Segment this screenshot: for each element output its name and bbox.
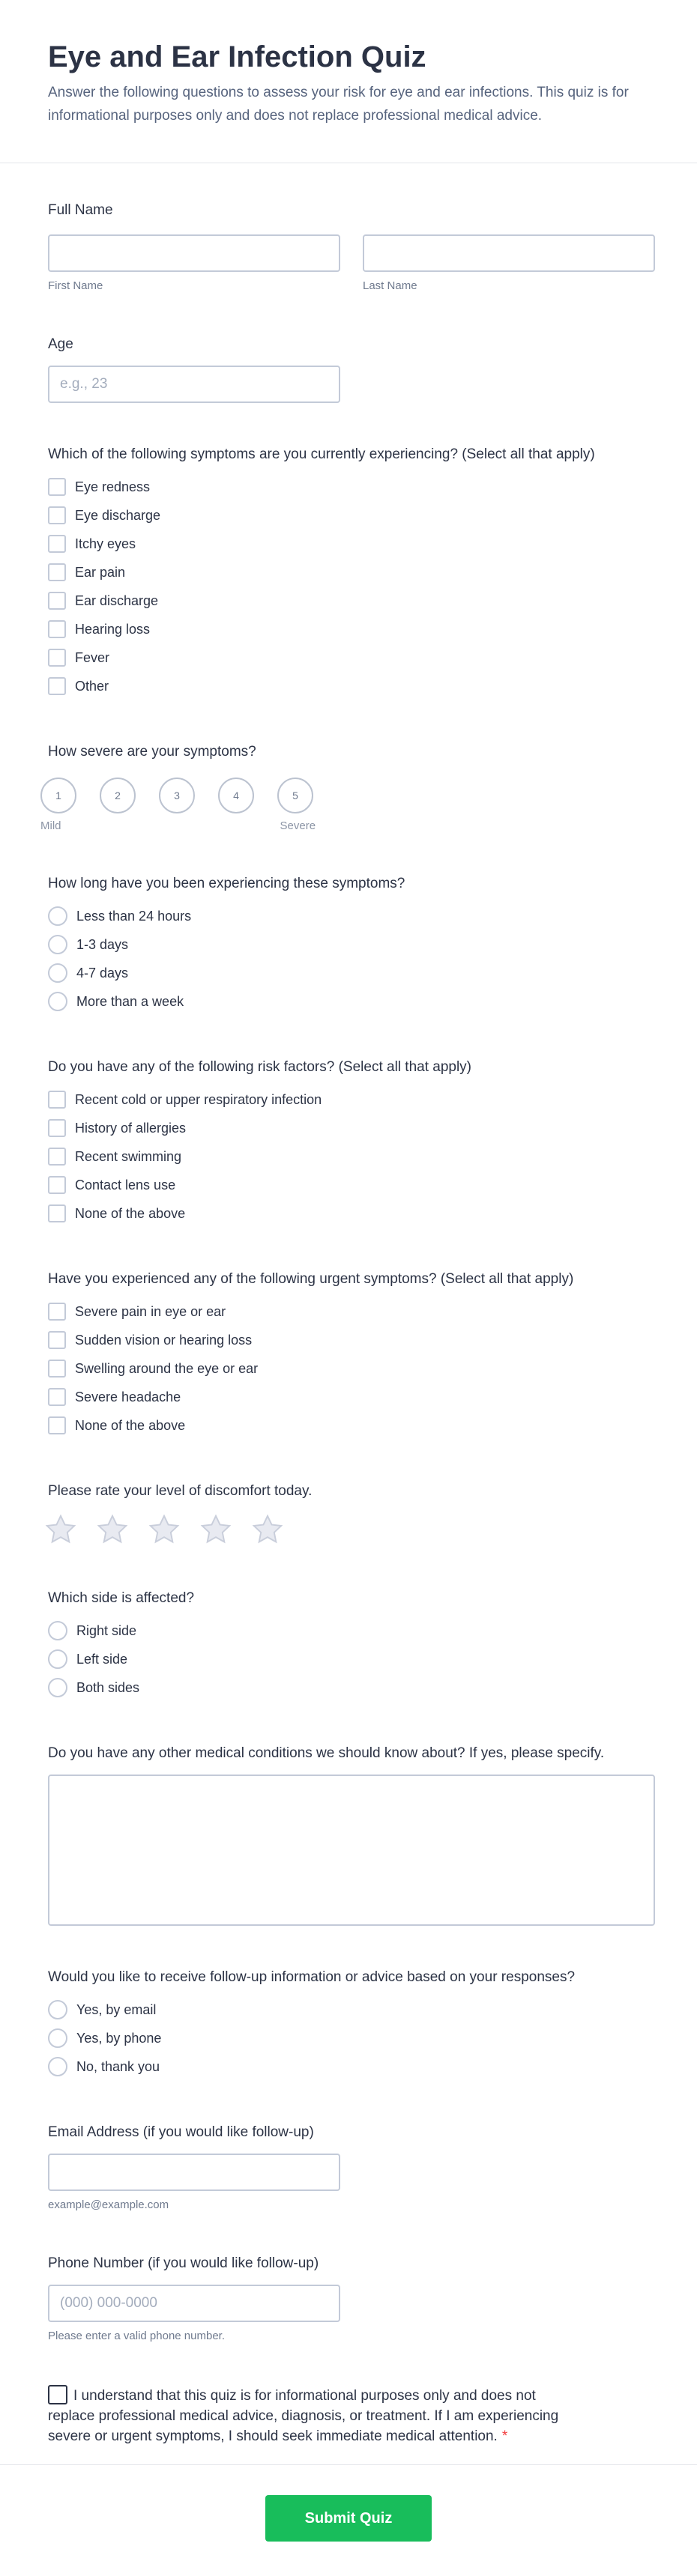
first-name-sublabel: First Name — [48, 279, 103, 292]
symptoms-label: Which of the following symptoms are you currently experiencing? (Select all that apply) — [48, 446, 595, 462]
phone-field — [48, 2254, 649, 2343]
option-label: Severe headache — [75, 1389, 181, 1404]
symptom-option[interactable] — [48, 473, 649, 501]
checkbox[interactable] — [48, 1360, 66, 1378]
option-label: No, thank you — [76, 2058, 160, 2074]
symptom-option[interactable] — [48, 501, 649, 530]
scale-min-label: Mild — [40, 819, 61, 832]
duration-option[interactable] — [48, 902, 649, 930]
risk-factors-field — [48, 1058, 649, 1228]
symptom-option[interactable] — [48, 587, 649, 615]
option-label: Recent swimming — [75, 1148, 182, 1164]
option-label: Yes, by email — [76, 2001, 157, 2017]
discomfort-field — [48, 1482, 649, 1547]
consent-text: I understand that this quiz is for informational purposes only and does not replace professional medical advice, diagnosis, or treatment. If I am experiencing severe or urgent symptoms, I should seek immediate medical attention. — [48, 2388, 559, 2444]
radio[interactable] — [48, 935, 67, 954]
radio[interactable] — [48, 2057, 67, 2076]
radio[interactable] — [48, 2000, 67, 2019]
phone-label: Phone Number (if you would like follow-up) — [48, 2255, 319, 2271]
checkbox[interactable] — [48, 1303, 66, 1321]
checkbox[interactable] — [48, 1176, 66, 1194]
checkbox[interactable] — [48, 478, 66, 496]
option-label: More than a week — [76, 993, 184, 1009]
urgent-option[interactable] — [48, 1411, 649, 1440]
symptoms-field — [48, 445, 649, 700]
consent-checkbox[interactable] — [48, 2385, 67, 2404]
checkbox[interactable] — [48, 506, 66, 524]
last-name-input[interactable] — [363, 234, 655, 272]
scale-option[interactable]: 3 — [159, 778, 195, 813]
duration-label: How long have you been experiencing these symptoms? — [48, 876, 405, 891]
option-label: Less than 24 hours — [76, 908, 192, 924]
symptom-option[interactable] — [48, 615, 649, 643]
symptom-option[interactable] — [48, 643, 649, 672]
conditions-textarea[interactable] — [48, 1775, 655, 1926]
option-label: History of allergies — [75, 1120, 187, 1136]
last-name-sublabel: Last Name — [363, 279, 417, 292]
option-label: 4-7 days — [76, 965, 129, 981]
urgent-option[interactable] — [48, 1354, 649, 1383]
option-label: 1-3 days — [76, 936, 129, 952]
star-rating — [43, 1512, 649, 1547]
checkbox[interactable] — [48, 1331, 66, 1349]
risk-option[interactable] — [48, 1114, 649, 1142]
followup-option[interactable] — [48, 2024, 649, 2052]
scale-option[interactable]: 5 — [277, 778, 313, 813]
urgent-options — [48, 1297, 649, 1440]
conditions-label: Do you have any other medical conditions we should know about? If yes, please specify. — [48, 1745, 605, 1761]
duration-options — [48, 902, 649, 1016]
urgent-symptoms-label: Have you experienced any of the following urgent symptoms? (Select all that apply) — [48, 1271, 574, 1287]
checkbox[interactable] — [48, 677, 66, 695]
email-input[interactable] — [48, 2154, 340, 2191]
star-icon[interactable] — [250, 1512, 285, 1547]
phone-sublabel: Please enter a valid phone number. — [48, 2330, 225, 2342]
duration-field — [48, 874, 649, 1016]
side-option[interactable] — [48, 1673, 649, 1702]
option-label: Contact lens use — [75, 1177, 176, 1192]
followup-label: Would you like to receive follow-up information or advice based on your responses? — [48, 1969, 576, 1985]
severity-scale — [40, 778, 649, 813]
checkbox[interactable] — [48, 649, 66, 667]
email-label: Email Address (if you would like follow-up) — [48, 2124, 314, 2140]
page-subtitle: Answer the following questions to assess your risk for eye and ear infections. This quiz is for informational purposes only and does not replace professional medical advice. — [48, 85, 629, 124]
side-options — [48, 1616, 649, 1702]
checkbox[interactable] — [48, 1091, 66, 1109]
risk-factors-label: Do you have any of the following risk factors? (Select all that apply) — [48, 1059, 472, 1075]
option-label: Itchy eyes — [75, 536, 136, 551]
risk-option[interactable] — [48, 1171, 649, 1199]
radio[interactable] — [48, 992, 67, 1011]
symptom-option[interactable] — [48, 530, 649, 558]
star-icon[interactable] — [199, 1512, 233, 1547]
star-icon[interactable] — [95, 1512, 130, 1547]
checkbox[interactable] — [48, 535, 66, 553]
option-label: None of the above — [75, 1205, 186, 1221]
email-sublabel: example@example.com — [48, 2198, 169, 2211]
scale-option[interactable]: 4 — [218, 778, 254, 813]
duration-option[interactable] — [48, 987, 649, 1016]
discomfort-label: Please rate your level of discomfort today. — [48, 1483, 313, 1499]
full-name-label: Full Name — [48, 202, 113, 218]
followup-field — [48, 1968, 649, 2081]
radio[interactable] — [48, 963, 67, 983]
scale-max-label: Severe — [280, 819, 316, 832]
checkbox[interactable] — [48, 1388, 66, 1406]
checkbox[interactable] — [48, 1416, 66, 1434]
symptom-option[interactable] — [48, 672, 649, 700]
scale-option[interactable]: 2 — [100, 778, 136, 813]
urgent-option[interactable] — [48, 1383, 649, 1411]
checkbox[interactable] — [48, 1148, 66, 1166]
severity-label: How severe are your symptoms? — [48, 744, 256, 760]
risk-option[interactable] — [48, 1142, 649, 1171]
conditions-field — [48, 1744, 649, 1926]
option-label: Yes, by phone — [76, 2030, 162, 2046]
side-label: Which side is affected? — [48, 1590, 195, 1606]
quiz-form — [0, 163, 697, 2446]
urgent-option[interactable] — [48, 1297, 649, 1326]
option-label: Ear pain — [75, 564, 126, 580]
side-option[interactable] — [48, 1616, 649, 1645]
age-input[interactable] — [48, 366, 340, 403]
radio[interactable] — [48, 1621, 67, 1640]
checkbox[interactable] — [48, 592, 66, 610]
option-label: Sudden vision or hearing loss — [75, 1332, 253, 1348]
urgent-option[interactable] — [48, 1326, 649, 1354]
checkbox[interactable] — [48, 563, 66, 581]
phone-input[interactable] — [48, 2285, 340, 2322]
option-label: None of the above — [75, 1417, 186, 1433]
page-title: Eye and Ear Infection Quiz — [48, 40, 426, 73]
option-label: Severe pain in eye or ear — [75, 1303, 226, 1319]
risk-option[interactable] — [48, 1199, 649, 1228]
radio[interactable] — [48, 1649, 67, 1669]
option-label: Recent cold or upper respiratory infection — [75, 1091, 322, 1107]
option-label: Left side — [76, 1651, 128, 1667]
followup-options — [48, 1995, 649, 2081]
followup-option[interactable] — [48, 1995, 649, 2024]
age-label: Age — [48, 336, 73, 352]
checkbox[interactable] — [48, 1119, 66, 1137]
form-header — [0, 0, 697, 163]
option-label: Right side — [76, 1622, 137, 1638]
first-name-input[interactable] — [48, 234, 340, 272]
duration-option[interactable] — [48, 959, 649, 987]
risk-option[interactable] — [48, 1085, 649, 1114]
side-option[interactable] — [48, 1645, 649, 1673]
urgent-symptoms-field — [48, 1270, 649, 1440]
checkbox[interactable] — [48, 620, 66, 638]
option-label: Eye redness — [75, 479, 151, 494]
option-label: Fever — [75, 649, 110, 665]
followup-option[interactable] — [48, 2052, 649, 2081]
required-mark: * — [501, 2428, 508, 2444]
symptom-option[interactable] — [48, 558, 649, 587]
form-footer — [0, 2464, 697, 2576]
option-label: Other — [75, 678, 109, 694]
duration-option[interactable] — [48, 930, 649, 959]
option-label: Swelling around the eye or ear — [75, 1360, 259, 1376]
submit-button[interactable]: Submit Quiz — [265, 2495, 432, 2542]
option-label: Both sides — [76, 1679, 140, 1695]
email-field — [48, 2123, 649, 2212]
option-label: Eye discharge — [75, 507, 161, 523]
star-icon[interactable] — [43, 1512, 78, 1547]
checkbox[interactable] — [48, 1204, 66, 1222]
symptoms-options — [48, 473, 649, 700]
scale-option[interactable]: 1 — [40, 778, 76, 813]
radio[interactable] — [48, 2028, 67, 2048]
age-field — [48, 335, 649, 403]
option-label: Hearing loss — [75, 621, 151, 637]
radio[interactable] — [48, 906, 67, 926]
option-label: Ear discharge — [75, 593, 159, 608]
side-field — [48, 1589, 649, 1702]
star-icon[interactable] — [147, 1512, 181, 1547]
risk-factors-options — [48, 1085, 649, 1228]
consent-field — [48, 2385, 649, 2446]
full-name-field — [48, 201, 649, 293]
radio[interactable] — [48, 1678, 67, 1697]
severity-field — [40, 742, 649, 832]
